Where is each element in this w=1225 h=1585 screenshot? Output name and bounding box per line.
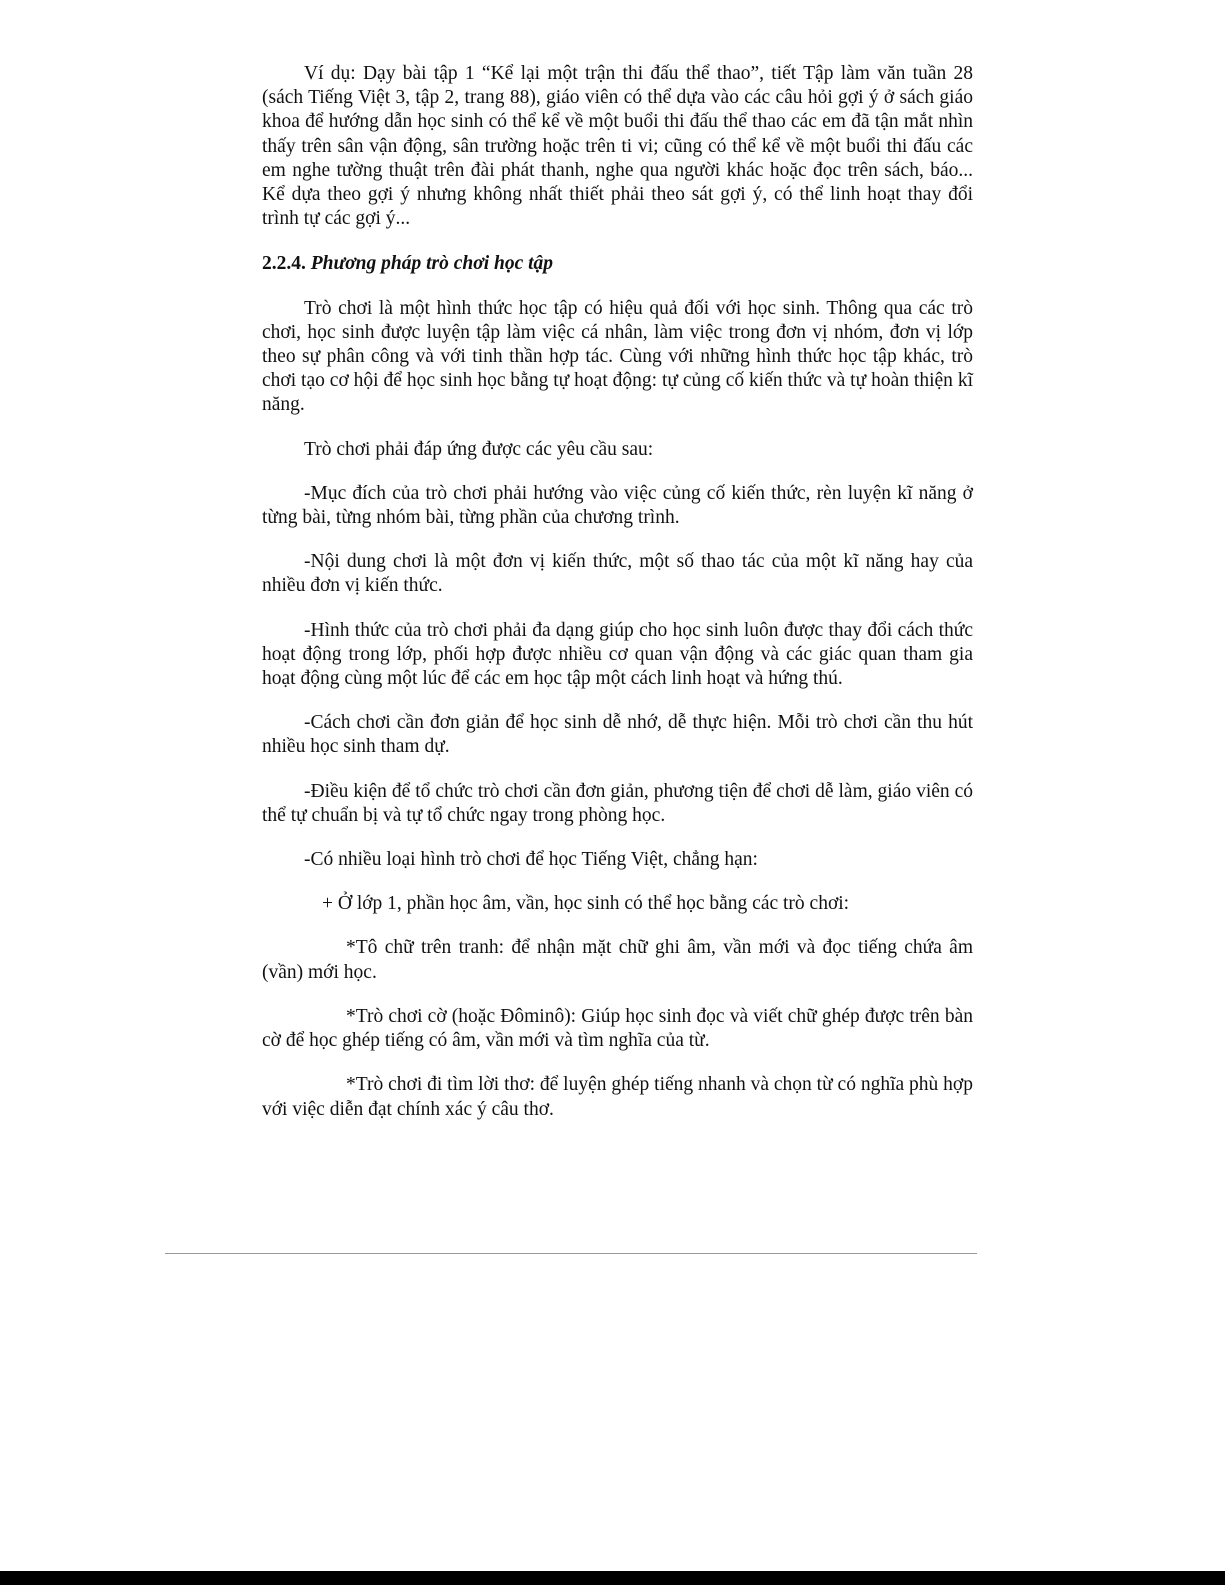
list-item-star: *Trò chơi cờ (hoặc Đôminô): Giúp học sinh đọc và viết chữ ghép được trên bàn cờ để học ghép tiếng có âm, vần mới và tìm nghĩa của từ.	[262, 1005, 973, 1052]
paragraph-purpose: -Mục đích của trò chơi phải hướng vào việc củng cố kiến thức, rèn luyện kĩ năng ở từng bài, từng nhóm bài, từng phần của chương trình.	[262, 482, 973, 529]
paragraph-how-to-play: -Cách chơi cần đơn giản để học sinh dễ nhớ, dễ thực hiện. Mỗi trò chơi cần thu hút nhiều học sinh tham dự.	[262, 712, 973, 758]
paragraph-games-intro: Trò chơi là một hình thức học tập có hiệu quả đối với học sinh. Thông qua các trò chơi, học sinh được luyện tập làm việc cá nhân, làm việc trong đơn vị nhóm, đơn vị lớp theo sự phân công và với tinh thần hợp tác. Cùng với những hình thức học tập khác, trò chơi tạo cơ hội để học sinh học bằng tự hoạt động: tự củng cố kiến thức và tự hoàn thiện kĩ năng.	[262, 297, 973, 416]
list-item-grade1: + Ở lớp 1, phần học âm, vần, học sinh có thể học bằng các trò chơi:	[322, 893, 850, 915]
list-item-star: *Trò chơi đi tìm lời thơ: để luyện ghép tiếng nhanh và chọn từ có nghĩa phù hợp với việc diễn đạt chính xác ý câu thơ.	[262, 1074, 973, 1120]
list-item-star: *Tô chữ trên tranh: để nhận mặt chữ ghi âm, vần mới và đọc tiếng chứa âm (vần) mới học.	[262, 937, 973, 983]
section-number: 2.2.4.	[262, 253, 311, 275]
paragraph-game-types: -Có nhiều loại hình trò chơi để học Tiếng Việt, chẳng hạn:	[304, 849, 758, 871]
paragraph-conditions: -Điều kiện để tổ chức trò chơi cần đơn giản, phương tiện để chơi dễ làm, giáo viên có thể tự chuẩn bị và tự tổ chức ngay trong phòng học.	[262, 780, 973, 826]
section-title: Phương pháp trò chơi học tập	[310, 253, 554, 275]
section-heading	[262, 252, 973, 276]
page-bottom-edge	[0, 1571, 1225, 1585]
paragraph-requirements: Trò chơi phải đáp ứng được các yêu cầu sau:	[304, 438, 654, 460]
intro-paragraph: Ví dụ: Dạy bài tập 1 “Kể lại một trận thi đấu thể thao”, tiết Tập làm văn tuần 28 (sách Tiếng Việt 3, tập 2, trang 88), giáo viên có thể dựa vào các câu hỏi gợi ý ở sách giáo khoa để hướng dẫn học sinh có thể kể về một buổi thi đấu thể thao các em đã tận mắt nhìn thấy trên sân vận động, sân trường hoặc trên ti vi; cũng có thể kể về một buổi thi đấu các em nghe tường thuật trên đài phát thanh, nghe qua người khác hoặc đọc trên sách, báo... Kể dựa theo gợi ý nhưng không nhất thiết phải theo sát gợi ý, có thể linh hoạt thay đổi trình tự các gợi ý...	[262, 63, 973, 230]
paragraph-content: -Nội dung chơi là một đơn vị kiến thức, một số thao tác của một kĩ năng hay của nhiều đơn vị kiến thức.	[262, 551, 973, 597]
page-body	[262, 62, 973, 1122]
paragraph-form: -Hình thức của trò chơi phải đa dạng giúp cho học sinh luôn được thay đổi cách thức hoạt động trong lớp, phối hợp được nhiều cơ quan vận động và các giác quan tham gia hoạt động cùng một lúc để các em học tập một cách linh hoạt và hứng thú.	[262, 619, 973, 690]
page-divider	[165, 1253, 977, 1254]
